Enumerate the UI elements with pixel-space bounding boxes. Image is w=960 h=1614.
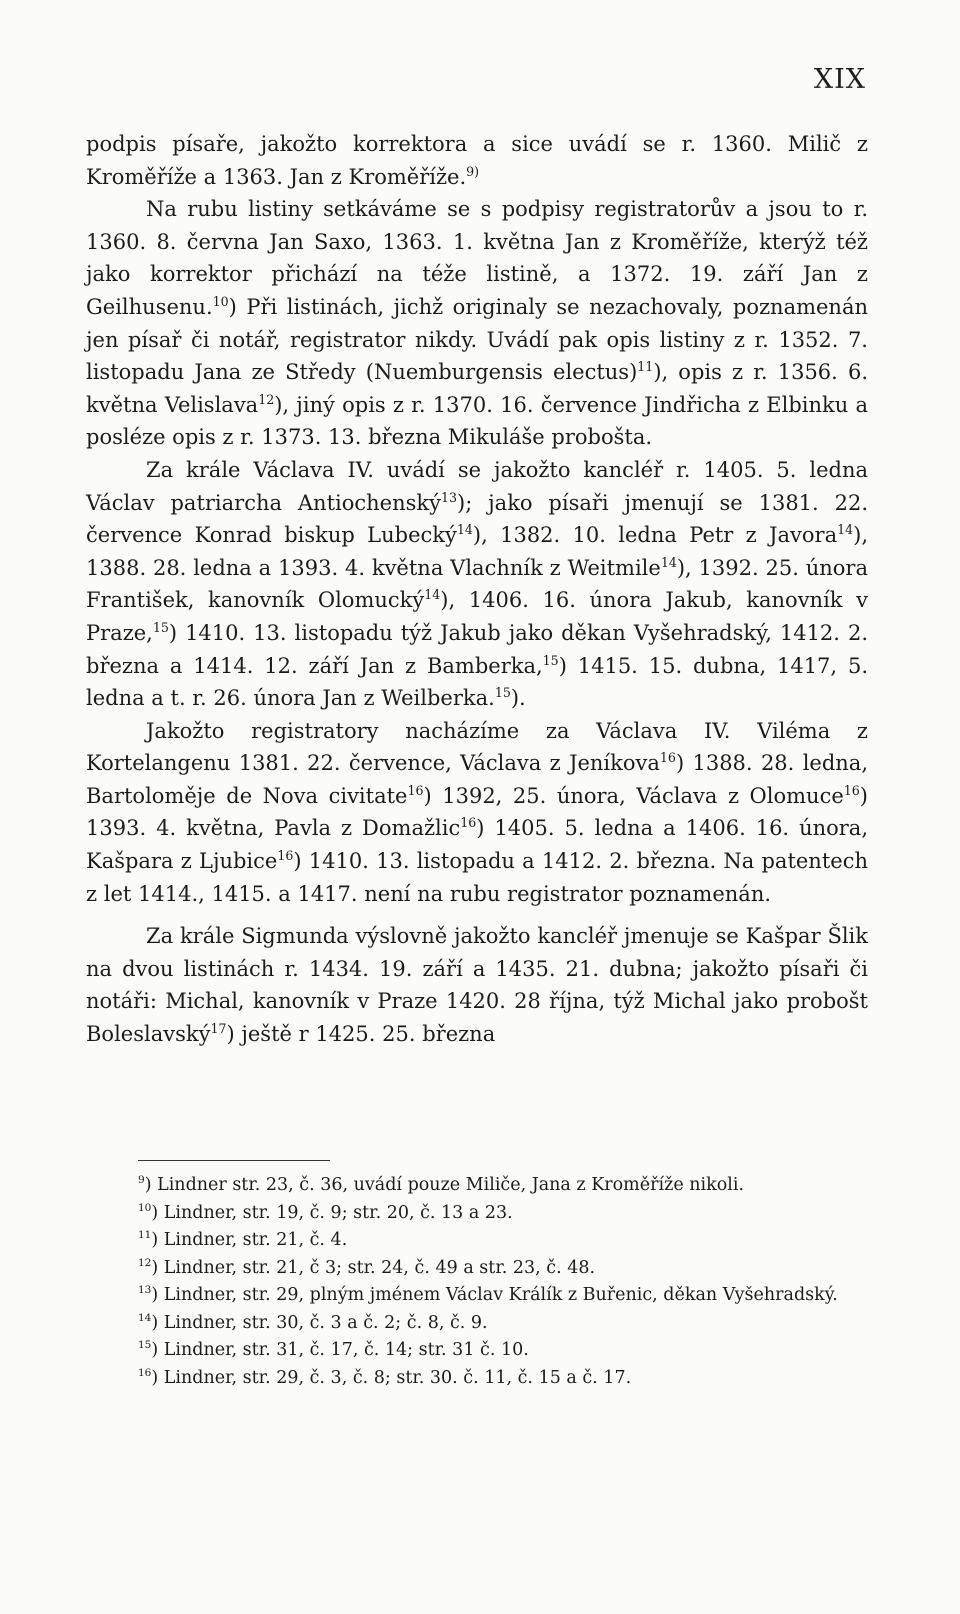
text-run: ) 1388. 28. ledna, Bartoloměje de Nova civitate — [86, 751, 868, 808]
footnote-ref: 16 — [407, 782, 424, 798]
footnote-divider — [138, 1160, 330, 1161]
footnote — [86, 1282, 864, 1310]
page-number: XIX — [813, 64, 866, 95]
footnote-ref: 17 — [210, 1021, 227, 1037]
footnote-mark: 15 — [138, 1339, 152, 1352]
text-run: ) 1405. 5. ledna a 1406. 16. února, Kašpara z Ljubice — [86, 816, 869, 874]
footnote-ref: 16 — [277, 848, 294, 864]
footnote-ref: 16 — [659, 750, 676, 766]
text-run: Za krále Václava IV. uvádí se jakožto kancléř r. 1405. 5. ledna Václav patriarcha Antiochenský — [86, 457, 868, 515]
footnote-text: ) Lindner, str. 30, č. 3 a č. 2; č. 8, č. 9. — [151, 1312, 488, 1333]
footnote-ref: 15 — [152, 619, 169, 635]
footnote — [86, 1227, 864, 1255]
text-run: ) 1410. 13. listopadu a 1412. 2. března. Na patentech z let 1414., 1415. a 1417. není na rubu registrator poznamenán. — [86, 849, 868, 906]
footnote-text: ) Lindner, str. 31, č. 17, č. 14; str. 31 č. 10. — [151, 1340, 529, 1360]
footnotes — [86, 1172, 864, 1392]
footnote-ref: 13 — [440, 489, 458, 505]
paragraph — [86, 715, 868, 911]
footnote-mark: 9 — [138, 1174, 145, 1187]
footnote-ref: 9) — [466, 163, 480, 179]
footnote-ref: 14 — [456, 522, 473, 538]
text-run: ) 1393. 4. května, Pavla z Domažlic — [86, 783, 868, 841]
footnote-ref: 15 — [494, 685, 511, 701]
footnote — [86, 1310, 864, 1338]
text-run: ). — [510, 686, 526, 711]
footnote-text: ) Lindner, str. 29, č. 3, č. 8; str. 30. č. 11, č. 15 a č. 17. — [151, 1367, 632, 1388]
text-run: podpis písaře, jakožto korrektora a sice uvádí se r. 1360. Milič z Kroměříže a 1363. Jan z Kroměříže. — [86, 132, 868, 189]
text-run: Na rubu listiny setkáváme se s podpisy registratorův a jsou to r. 1360. 8. června Jan Saxo, 1363. 1. května Jan z Kroměříže, kterýž též jako korrektor přichází na téže listině, a 1372. 19. září Jan z Geilhusenu. — [86, 197, 868, 319]
text-run: Jakožto registratory nacházíme za Václava IV. Viléma z Kortelangenu 1381. 22. července, Václava z Jeníkova — [86, 718, 868, 776]
paragraph — [86, 920, 868, 1050]
footnote-text: ) Lindner str. 23, č. 36, uvádí pouze Miliče, Jana z Kroměříže nikoli. — [144, 1175, 745, 1195]
body-text — [86, 128, 868, 1051]
text-run: ), opis z r. 1356. 6. května Velislava — [86, 360, 868, 417]
text-run: ), 1382. 10. ledna Petr z Javora — [472, 523, 838, 548]
footnote-ref: 11 — [637, 359, 654, 375]
paragraph — [86, 128, 868, 193]
text-run: ) 1415. 15. dubna, 1417, 5. ledna a t. r. 26. února Jan z Weilberka. — [86, 653, 868, 711]
footnote — [86, 1255, 864, 1283]
footnote-mark: 13 — [138, 1284, 152, 1297]
footnote — [86, 1200, 864, 1228]
footnote-ref: 14 — [837, 522, 854, 538]
footnote-ref: 16 — [460, 815, 477, 831]
footnote-ref: 15 — [542, 652, 559, 668]
footnote — [86, 1172, 864, 1200]
footnote-mark: 16 — [138, 1366, 152, 1379]
footnote-text: ) Lindner, str. 29, plným jménem Václav Králík z Buřenic, děkan Vyšehradský. — [151, 1285, 838, 1305]
text-run: ) Při listinách, jichž originaly se nezachovaly, poznamenán jen písař či notář, registrator nikdy. Uvádí pak opis listiny z r. 1352. 7. listopadu Jana ze Středy (Nuemburgensis electus) — [86, 294, 868, 385]
footnote-text: ) Lindner, str. 21, č. 4. — [151, 1230, 348, 1250]
footnote-mark: 10 — [138, 1201, 152, 1214]
text-run: ) ještě r 1425. 25. března — [226, 1022, 496, 1047]
footnote-ref: 14 — [660, 554, 677, 570]
text-run: ) 1392, 25. února, Václava z Olomuce — [423, 783, 844, 808]
footnote-ref: 12 — [258, 391, 275, 407]
text-run: ) 1410. 13. listopadu týž Jakub jako děkan Vyšehradský, 1412. 2. března a 1414. 12. září Jan z Bamberka, — [86, 620, 868, 678]
footnote-ref: 14 — [424, 587, 441, 603]
text-run: ), 1406. 16. února Jakub, kanovník v Praze, — [86, 588, 868, 645]
footnote-text: ) Lindner, str. 19, č. 9; str. 20, č. 13 a 23. — [151, 1202, 513, 1223]
footnote-ref: 10 — [212, 293, 229, 309]
footnote-mark: 14 — [138, 1311, 152, 1324]
text-run: ), 1392. 25. února František, kanovník Olomucký — [86, 555, 868, 613]
paragraph — [86, 193, 868, 454]
text-run: Za krále Sigmunda výslovně jakožto kancléř jmenuje se Kašpar Šlik na dvou listinách r. 1434. 19. září a 1435. 21. dubna; jakožto písaři či notáři: Michal, kanovník v Praze 1420. 28 října, týž Michal jako probošt Boleslavský — [86, 924, 868, 1047]
text-run: ), jiný opis z r. 1370. 16. července Jindřicha z Elbinku a posléze opis z r. 1373. 13. března Mikuláše probošta. — [86, 392, 868, 450]
footnote-text: ) Lindner, str. 21, č 3; str. 24, č. 49 a str. 23, č. 48. — [151, 1257, 596, 1278]
footnote-mark: 11 — [138, 1229, 152, 1242]
footnote — [86, 1365, 864, 1393]
footnote-ref: 16 — [843, 782, 860, 798]
text-run: ), 1388. 28. ledna a 1393. 4. května Vlachník z Weitmile — [86, 523, 868, 580]
text-run: ); jako písaři jmenují se 1381. 22. července Konrad biskup Lubecký — [86, 490, 868, 548]
footnote — [86, 1337, 864, 1365]
footnote-mark: 12 — [138, 1256, 152, 1269]
paragraph — [86, 454, 868, 715]
